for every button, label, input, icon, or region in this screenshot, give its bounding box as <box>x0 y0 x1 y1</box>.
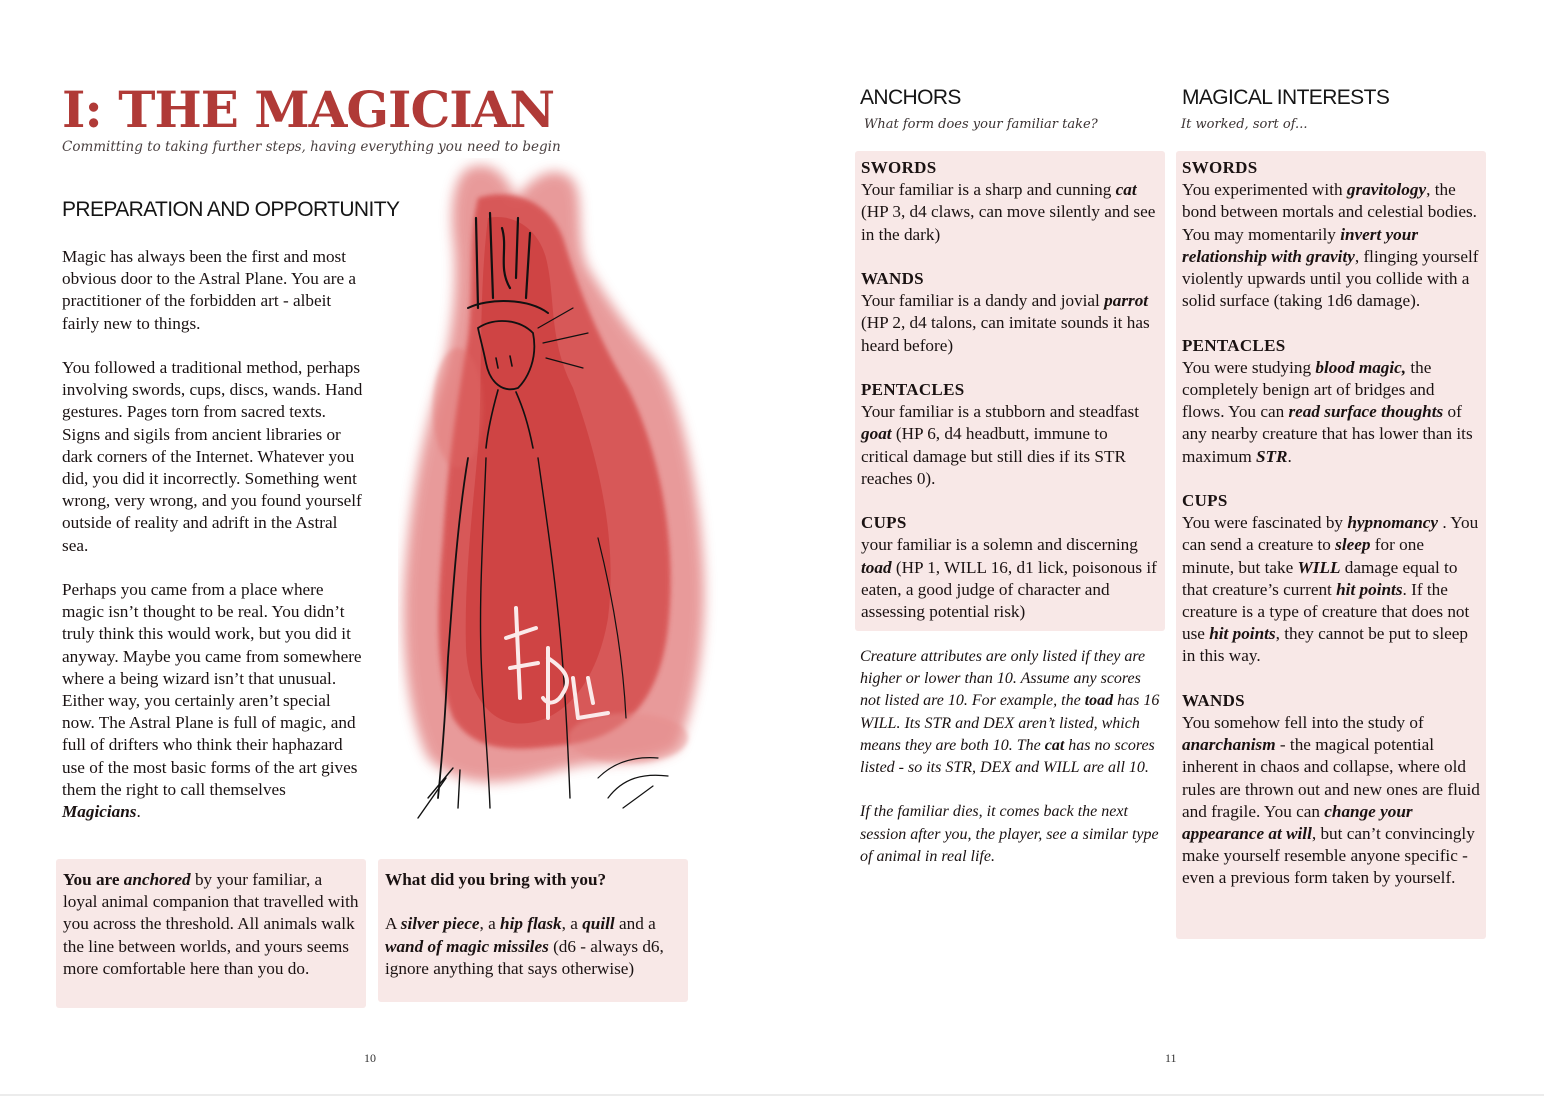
interest-cups-t3: for one minute, but take <box>1182 535 1424 577</box>
interests-heading: MAGICAL INTERESTS <box>1182 86 1390 109</box>
interest-swords-suit: SWORDS <box>1182 158 1258 177</box>
red-wash <box>403 165 704 782</box>
bring-t3: , a <box>561 914 583 934</box>
paragraph-3 <box>62 579 367 823</box>
anchor-cups-suit: CUPS <box>861 513 907 533</box>
anchors-subheading: What form does your familiar take? <box>864 117 1098 132</box>
interest-hit-points-2: hit points <box>1209 624 1276 644</box>
anchor-wands-suit: WANDS <box>861 269 924 288</box>
note-c: has 16 WILL. Its STR and DEX aren’t listed, which means they are both 10. The <box>860 692 1160 754</box>
anchored-text <box>63 869 360 980</box>
interest-cups-t4: damage equal to that creature’s current <box>1182 557 1458 599</box>
interest-swords <box>1182 157 1480 312</box>
magician-figure-illustration <box>398 158 718 858</box>
attributes-note-2: If the familiar dies, it comes back the next session after you, the player, see a similar type of animal in real life. <box>860 803 1159 865</box>
interest-wands <box>1182 690 1480 890</box>
interest-hypnomancy: hypnomancy <box>1347 513 1439 533</box>
page-number-right: 11 <box>1165 1051 1177 1065</box>
anchor-pentacles-suit: PENTACLES <box>861 380 965 399</box>
interest-blood-magic: blood magic, <box>1315 357 1407 377</box>
item-wand: wand of magic missiles <box>385 936 549 956</box>
interest-cups-suit: CUPS <box>1182 491 1228 511</box>
anchor-wands-pre: Your familiar is a dandy and jovial <box>861 291 1105 311</box>
note-cat: cat <box>1044 736 1065 754</box>
bring-t4: and a <box>614 914 656 934</box>
magicians-emphasis: Magicians <box>62 802 137 822</box>
anchor-cups <box>861 512 1159 623</box>
anchor-wands <box>861 268 1159 357</box>
bring-t1: A <box>385 914 401 934</box>
bring-heading-text: What did you bring with you? <box>385 870 607 889</box>
interest-wands-t1: You somehow fell into the study of <box>1182 713 1424 733</box>
attributes-note-1 <box>860 646 1164 779</box>
interest-will: WILL <box>1297 557 1341 577</box>
interest-change-appearance: change your appearance at will <box>1182 801 1413 844</box>
interest-sleep: sleep <box>1335 535 1371 555</box>
item-hip-flask: hip flask <box>500 914 562 934</box>
interest-cups <box>1182 490 1480 668</box>
anchored-box <box>56 859 366 1008</box>
interest-cups-t2: . You can send a creature to <box>1182 513 1479 555</box>
section-heading-preparation: PREPARATION AND OPPORTUNITY <box>62 198 400 221</box>
anchor-swords-suit: SWORDS <box>861 158 937 177</box>
interest-cups-t6: , they cannot be put to sleep in this way. <box>1182 624 1468 666</box>
bring-t2: , a <box>479 914 501 934</box>
paragraph-1: Magic has always been the first and most obvious door to the Astral Plane. You are a practitioner of the forbidden art - albeit fairly new to things. <box>62 247 357 333</box>
paragraph-3-text: Perhaps you came from a place where magic isn’t thought to be real. You didn’t truly think this would work, but you did it anyway. Maybe you came from somewhere where a being wizard isn’t that unusual. Either way, you certainly aren’t special now. The Astral Plane is full of magic, and full of drifters who think their haphazard use of the most basic forms of the art gives them the right to call themselves <box>62 580 362 799</box>
anchor-pentacles-pre: Your familiar is a stubborn and steadfast <box>861 402 1139 422</box>
interest-str: STR <box>1256 446 1288 466</box>
anchor-cups-post: (HP 1, WILL 16, d1 lick, poisonous if eaten, a good judge of character and assessing potential risk) <box>861 557 1157 622</box>
anchor-pentacles <box>861 379 1159 490</box>
interest-read-thoughts: read surface thoughts <box>1288 402 1444 422</box>
interest-wands-suit: WANDS <box>1182 690 1245 710</box>
anchor-pentacles-post: (HP 6, d4 headbutt, immune to critical damage but still dies if its STR reaches 0). <box>861 424 1126 488</box>
interest-pentacles-t2: the completely benign art of bridges and flows. You can <box>1182 357 1435 422</box>
interest-hit-points-1: hit points <box>1336 579 1403 599</box>
interest-pentacles-t4: . <box>1287 446 1292 466</box>
note-e: has no scores listed - so its STR, DEX and WILL are all 10. <box>860 736 1155 777</box>
anchor-cups-pre: your familiar is a solemn and discerning <box>861 535 1138 555</box>
anchor-cups-animal: toad <box>861 557 892 577</box>
interest-cups-t5: . If the creature is a type of creature that does not use <box>1182 579 1470 644</box>
anchored-emphasis: anchored <box>123 870 191 889</box>
interest-anarchanism: anarchanism <box>1182 735 1276 755</box>
interest-invert-gravity: invert your relationship with gravity <box>1182 224 1419 266</box>
interests-subheading: It worked, sort of... <box>1181 117 1308 132</box>
anchor-pentacles-animal: goat <box>861 424 892 444</box>
item-silver-piece: silver piece <box>400 914 480 934</box>
anchor-wands-animal: parrot <box>1104 291 1149 311</box>
chapter-title: I: THE MAGICIAN <box>62 80 555 139</box>
note-toad: toad <box>1084 692 1114 710</box>
right-page <box>772 0 1544 1098</box>
anchor-swords <box>861 157 1159 246</box>
interest-pentacles <box>1182 335 1480 468</box>
anchors-heading: ANCHORS <box>860 86 961 109</box>
interest-swords-t3: , flinging yourself violently upwards until you collide with a solid surface (taking 1d6 damage). <box>1182 246 1479 311</box>
interest-wands-t2: - the magical potential inherent in chaos and collapse, where old rules are thrown out and new ones are fluid and fragile. You can <box>1182 735 1480 821</box>
interest-pentacles-suit: PENTACLES <box>1182 335 1286 355</box>
interest-swords-t2: , the bond between mortals and celestial bodies. You may momentarily <box>1182 180 1477 244</box>
anchor-swords-animal: cat <box>1115 180 1137 200</box>
anchor-swords-pre: Your familiar is a sharp and cunning <box>861 180 1116 200</box>
interest-pentacles-t1: You were studying <box>1182 357 1316 377</box>
interest-pentacles-t3: of any nearby creature that has lower than its maximum <box>1182 402 1473 466</box>
interest-cups-t1: You were fascinated by <box>1182 513 1348 533</box>
anchored-lead: You are <box>63 870 124 889</box>
bottom-divider <box>0 1094 1544 1096</box>
attributes-note <box>860 646 1164 890</box>
anchor-swords-post: (HP 3, d4 claws, can move silently and see in the dark) <box>861 202 1156 244</box>
interest-gravitology: gravitology <box>1346 180 1427 200</box>
bring-heading <box>385 869 682 891</box>
anchored-body: by your familiar, a loyal animal companion that travelled with you across the threshold. All animals walk the line between worlds, and yours seems more comfortable here than you do. <box>63 870 359 978</box>
interests-box <box>1176 151 1486 939</box>
bring-t5: (d6 - always d6, ignore anything that says otherwise) <box>385 936 664 978</box>
item-quill: quill <box>582 914 615 934</box>
chapter-subtitle: Committing to taking further steps, having everything you need to begin <box>62 139 561 155</box>
bring-box <box>378 859 688 1002</box>
interest-wands-t3: , but can’t convincingly make yourself resemble anyone specific - even a previous form taken by yourself. <box>1182 824 1475 888</box>
anchor-wands-post: (HP 2, d4 talons, can imitate sounds it has heard before) <box>861 313 1150 355</box>
page-number-left: 10 <box>364 1051 376 1065</box>
note-a: Creature attributes are only listed if they are higher or lower than 10. Assume any scores not listed are 10. For example, the <box>860 648 1146 710</box>
intro-text <box>62 246 367 845</box>
anchors-box <box>855 151 1165 631</box>
paragraph-2: You followed a traditional method, perhaps involving swords, cups, discs, wands. Hand gestures. Pages torn from sacred texts. Signs and sigils from ancient libraries or dark corners of the Internet. Whatever you did, you did it incorrectly. Something went wrong, very wrong, and you found yourself outside of reality and adrift in the Astral sea. <box>62 358 363 555</box>
interest-swords-t1: You experimented with <box>1182 180 1347 200</box>
paragraph-3-end: . <box>136 802 141 822</box>
bring-text <box>385 913 682 980</box>
